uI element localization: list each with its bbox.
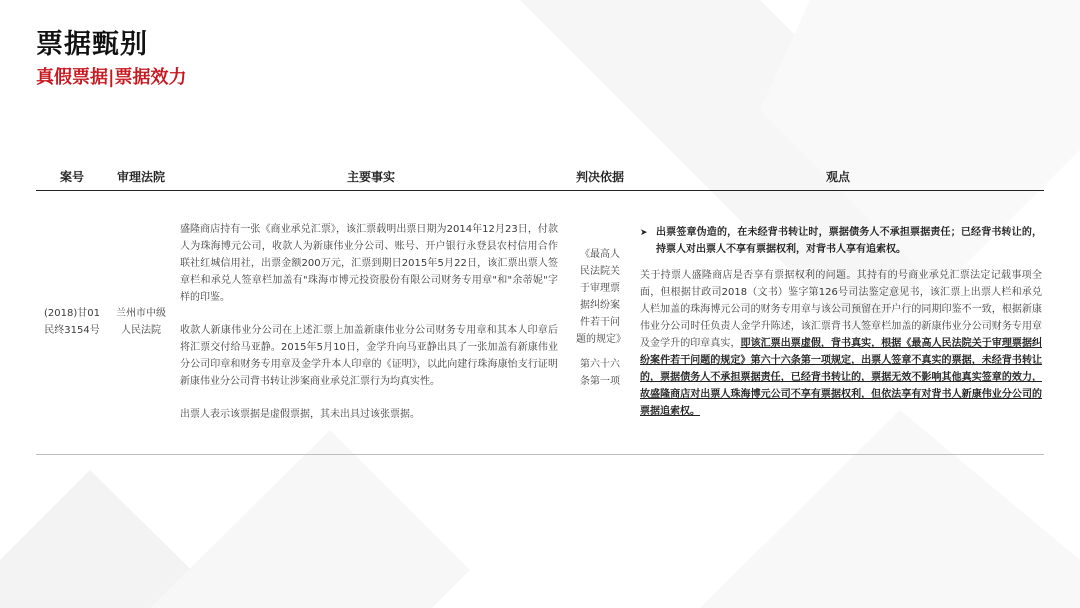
opinion-highlight-text: 出票签章伪造的，在未经背书转让时，票据债务人不承担票据责任；已经背书转让的，持票人对出票人不享有票据权利，对背书人享有追索权。 (656, 227, 1042, 255)
header-case-no: 案号 (36, 164, 108, 190)
facts-paragraph-3: 出票人表示该票据是虚假票据，其未出具过该张票据。 (180, 409, 420, 420)
basis-article: 第六十六条第一项 (580, 359, 620, 387)
page-title: 票据甄别 (36, 29, 148, 60)
cell-basis (568, 190, 632, 454)
cell-case-no: (2018)甘01民终3154号 (36, 190, 108, 454)
basis-law: 《最高人民法院关于审理票据纠纷案件若干问题的规定》 (576, 249, 626, 345)
header-basis: 判决依据 (568, 164, 632, 190)
opinion-plain-text: 关于持票人盛隆商店是否享有票据权利的问题。其持有的号商业承兑汇票法定记载事项全面，但根据甘政司2018（文书）鉴字第126号司法鉴定意见书，该汇票上出票人栏和承兑人栏加盖的珠海博元公司的财务专用章与该公司预留在开户行的同期印鉴不一致，根据新康伟业分公司时任负责人金学升陈述，该汇票背书人签章栏加盖的新康伟业分公司财务专用章及金学升的印章真实， (640, 270, 1042, 349)
case-table (36, 164, 1044, 455)
cell-opinion (632, 190, 1044, 454)
table-header-row (36, 164, 1044, 190)
table-row (36, 190, 1044, 454)
header-court: 审理法院 (108, 164, 174, 190)
header-opinion: 观点 (632, 164, 1044, 190)
header-facts: 主要事实 (174, 164, 568, 190)
page-subtitle: 真假票据|票据效力 (36, 67, 187, 88)
cell-court: 兰州市中级人民法院 (108, 190, 174, 454)
opinion-emphasis-text: 即该汇票出票虚假，背书真实，根据《最高人民法院关于审理票据纠纷案件若干问题的规定》第六十六条第一项规定，出票人签章不真实的票据，未经背书转让的，票据债务人不承担票据责任，已经背书转让的，票据无效不影响其他真实签章的效力，故盛隆商店对出票人珠海博元公司不享有票据权利，但依法享有对背书人新康伟业分公司的票据追索权。 (640, 338, 1043, 417)
facts-paragraph-2: 收款人新康伟业分公司在上述汇票上加盖新康伟业分公司财务专用章和其本人印章后将汇票交付给马亚静。2015年5月10日，金学升向马亚静出具了一张加盖有新康伟业分公司印章和财务专用章及金学升本人印章的《证明》，以此向建行珠海康怡支行证明新康伟业分公司背书转让涉案商业承兑汇票行为均真实性。 (180, 325, 558, 387)
arrowhead-icon: ➤ (640, 228, 648, 238)
opinion-highlight (640, 224, 1042, 258)
facts-paragraph-1: 盛隆商店持有一张《商业承兑汇票》，该汇票载明出票日期为2014年12月23日，付款人为珠海博元公司，收款人为新康伟业分公司、账号、开户银行永登县农村信用合作联社红城信用社，出票金额200万元，汇票到期日2015年5月22日，该汇票出票人签章栏和承兑人签章栏加盖有"珠海市博元投资股份有限公司财务专用章"和"余蒂妮"字样的印鉴。 (180, 224, 558, 303)
opinion-body (640, 267, 1042, 420)
cell-facts (174, 190, 568, 454)
